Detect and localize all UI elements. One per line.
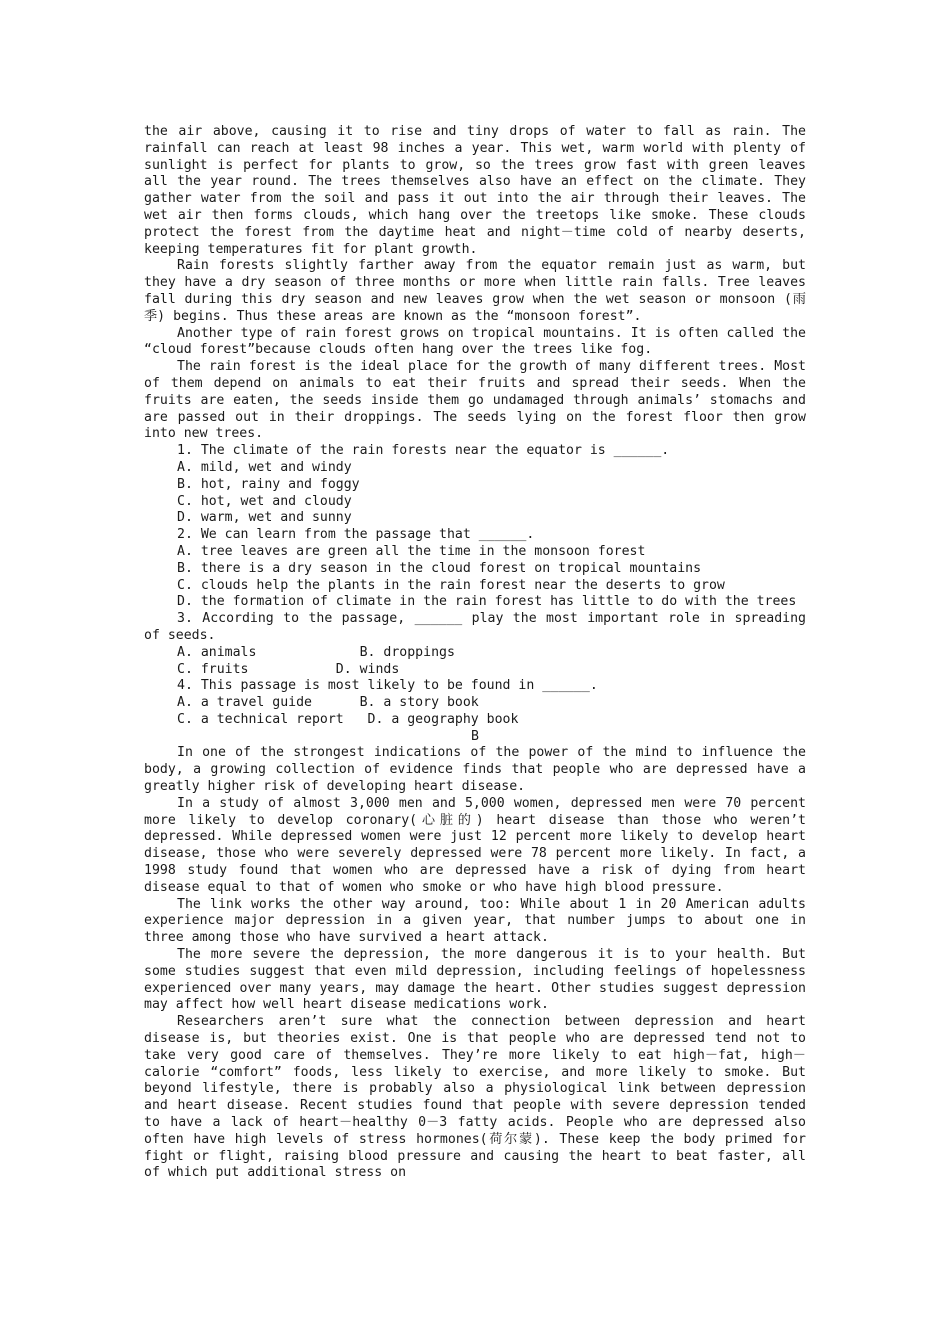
question-1-stem: 1. The climate of the rain forests near the equator is ______. [177, 443, 670, 459]
question-1-option-b: B. hot, rainy and foggy [177, 476, 360, 492]
passage-b-heading: B [471, 728, 479, 744]
question-1-option-a: A. mild, wet and windy [177, 459, 352, 475]
question-2-option-b: B. there is a dry season in the cloud forest on tropical mountains [177, 560, 702, 576]
passage-a-continued-paragraph: the air above, causing it to rise and tiny drops of water to fall as rain. The rainfall can reach at least 98 inches a year. This wet, warm world with plenty of sunlight is perfect for plants to grow, so the trees grow fast with green leaves all the year round. The trees themselves also have an effect on the climate. They gather water from the soil and pass it out into the air through their leaves. The wet air then forms clouds, which hang over the treetops like smoke. These clouds protect the forest from the daytime heat and night－time cold of nearby deserts, keeping temperatures fit for plant growth. [144, 124, 806, 257]
question-3-stem: 3. According to the passage, ______ play the most important role in spreading of seeds. [144, 611, 806, 643]
passage-a-paragraph-monsoon: Rain forests slightly farther away from the equator remain just as warm, but they have a dry season of three months or more when little rain falls. Tree leaves fall during this dry season and new leaves grow when the wet season or monsoon (雨季) begins. Thus these areas are known as the “monsoon forest”. [144, 258, 806, 324]
document-page [144, 124, 806, 1182]
passage-b-paragraph-link: The link works the other way around, too: While about 1 in 20 American adults experience major depression in a given year, that number jumps to about one in three among those who have survived a heart attack. [144, 896, 806, 946]
passage-a-paragraph-seeds: The rain forest is the ideal place for the growth of many different trees. Most of them depend on animals to eat their fruits and spread their seeds. When the fruits are eaten, the seeds inside them go undamaged through animals’ stomachs and are passed out in their droppings. The seeds lying on the forest floor then grow into new trees. [144, 359, 806, 442]
passage-b-paragraph-intro: In one of the strongest indications of the power of the mind to influence the body, a growing collection of evidence finds that people who are depressed have a greatly higher risk of developing heart disease. [144, 745, 806, 795]
passage-b-paragraph-theories: Researchers aren’t sure what the connection between depression and heart disease is, but theories exist. One is that people who are depressed tend not to take very good care of themselves. They’re more likely to eat high－fat, high－calorie “comfort” foods, less likely to exercise, and more likely to smoke. But beyond lifestyle, there is probably also a physiological link between depression and heart disease. Recent studies found that people with severe depression tended to have a lack of heart－healthy 0－3 fatty acids. People who are depressed also often have high levels of stress hormones(荷尔蒙). These keep the body primed for fight or flight, raising blood pressure and causing the heart to beat faster, all of which put additional stress on [144, 1014, 806, 1181]
question-2-option-d: D. the formation of climate in the rain forest has little to do with the trees [177, 594, 797, 610]
question-1-option-d: D. warm, wet and sunny [177, 510, 352, 526]
question-1-option-c: C. hot, wet and cloudy [177, 493, 352, 509]
question-4-options-cd: C. a technical report D. a geography book [177, 711, 519, 727]
question-4-stem: 4. This passage is most likely to be found in ______. [177, 678, 598, 694]
passage-b-paragraph-study: In a study of almost 3,000 men and 5,000 women, depressed men were 70 percent more likely to develop coronary(心脏的) heart disease than those who weren’t depressed. While depressed women were just 12 percent more likely to develop heart disease, those who were severely depressed were 78 percent more likely. In fact, a 1998 study found that women who are depressed have a risk of dying from heart disease equal to that of women who smoke or who have high blood pressure. [144, 795, 806, 895]
question-2-option-a: A. tree leaves are green all the time in the monsoon forest [177, 543, 646, 559]
question-4-options-ab: A. a travel guide B. a story book [177, 695, 479, 711]
question-3-options-ab: A. animals B. droppings [177, 644, 455, 660]
question-2-stem: 2. We can learn from the passage that ______. [177, 527, 535, 543]
question-2-option-c: C. clouds help the plants in the rain forest near the deserts to grow [177, 577, 725, 593]
question-3-options-cd: C. fruits D. winds [177, 661, 400, 677]
passage-a-paragraph-cloud-forest: Another type of rain forest grows on tropical mountains. It is often called the “cloud forest”because clouds often hang over the trees like fog. [144, 325, 806, 358]
passage-b-paragraph-severity: The more severe the depression, the more dangerous it is to your health. But some studies suggest that even mild depression, including feelings of hopelessness experienced over many years, may damage the heart. Other studies suggest depression may affect how well heart disease medications work. [144, 947, 806, 1013]
